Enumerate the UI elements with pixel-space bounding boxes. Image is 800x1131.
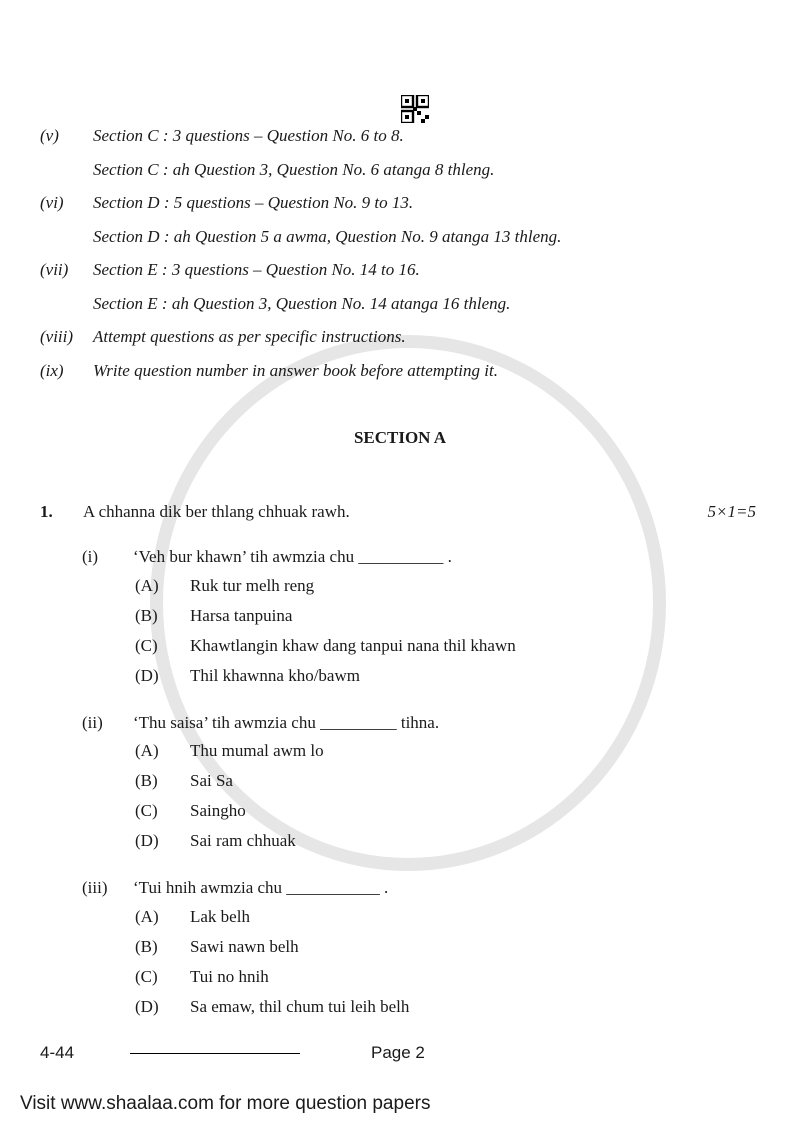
option-text: Sai ram chhuak: [190, 831, 296, 850]
subquestion-number: (ii): [82, 712, 103, 732]
option-label: (D): [135, 996, 159, 1016]
option-text: Tui no hnih: [190, 966, 269, 986]
paper-code: 4-44: [40, 1043, 75, 1062]
option-text: Lak belh: [190, 906, 250, 926]
page-number: Page 2: [371, 1043, 425, 1062]
option-text: Saingho: [190, 801, 246, 820]
option-text: Khawtlangin khaw dang tanpui nana thil khawn: [190, 635, 516, 655]
instruction-line: Section C : ah Question 3, Question No. 6 atanga 8 thleng.: [93, 159, 495, 179]
question-number: 1.: [40, 502, 53, 521]
option-label: (B): [135, 605, 158, 625]
subquestion-number: (i): [82, 547, 99, 566]
promo-link[interactable]: Visit www.shaalaa.com for more question papers: [20, 1093, 431, 1114]
subquestion-text: ‘Tui hnih awmzia chu ___________ .: [133, 878, 389, 897]
instruction-line: Section E : ah Question 3, Question No. 14 atanga 16 thleng.: [93, 293, 511, 313]
instruction-line: Attempt questions as per specific instructions.: [93, 327, 406, 346]
option-text: Thu mumal awm lo: [190, 741, 324, 760]
subquestion-number: (iii): [82, 878, 108, 897]
option-label: (B): [135, 771, 158, 790]
instruction-number: (vi): [40, 193, 64, 212]
option-label: (A): [135, 741, 159, 760]
instruction-number: (v): [40, 126, 59, 145]
option-text: Ruk tur melh reng: [190, 575, 315, 595]
instruction-line: Section C : 3 questions – Question No. 6 to 8.: [93, 126, 404, 145]
qr-code-icon: [401, 95, 429, 123]
instruction-line: Section D : 5 questions – Question No. 9 to 13.: [93, 193, 414, 212]
option-text: Thil khawnna kho/bawm: [190, 665, 360, 685]
instruction-line: Section E : 3 questions – Question No. 14 to 16.: [93, 260, 420, 279]
option-label: (D): [135, 665, 159, 685]
instruction-number: (vii): [40, 260, 69, 279]
subquestion-text: ‘Veh bur khawn’ tih awmzia chu __________ .: [133, 547, 452, 566]
footer-divider: [130, 1053, 300, 1054]
option-text: Harsa tanpuina: [190, 605, 293, 625]
section-title: SECTION A: [353, 428, 447, 447]
option-label: (C): [135, 801, 158, 820]
instruction-number: (viii): [40, 327, 74, 346]
option-label: (C): [135, 635, 158, 655]
subquestion-text: ‘Thu saisa’ tih awmzia chu _________ tihna.: [133, 712, 440, 732]
option-text: Sawi nawn belh: [190, 936, 299, 956]
instruction-number: (ix): [40, 360, 64, 380]
question-marks: 5×1=5: [707, 502, 756, 521]
option-label: (A): [135, 575, 159, 595]
option-label: (A): [135, 906, 159, 926]
instruction-line: Write question number in answer book before attempting it.: [93, 360, 498, 380]
option-label: (B): [135, 936, 158, 956]
option-text: Sai Sa: [190, 771, 233, 790]
option-label: (C): [135, 966, 158, 986]
option-label: (D): [135, 831, 159, 850]
question-text: A chhanna dik ber thlang chhuak rawh.: [83, 502, 350, 521]
instruction-line: Section D : ah Question 5 a awma, Question No. 9 atanga 13 thleng.: [93, 226, 562, 246]
option-text: Sa emaw, thil chum tui leih belh: [190, 996, 410, 1016]
